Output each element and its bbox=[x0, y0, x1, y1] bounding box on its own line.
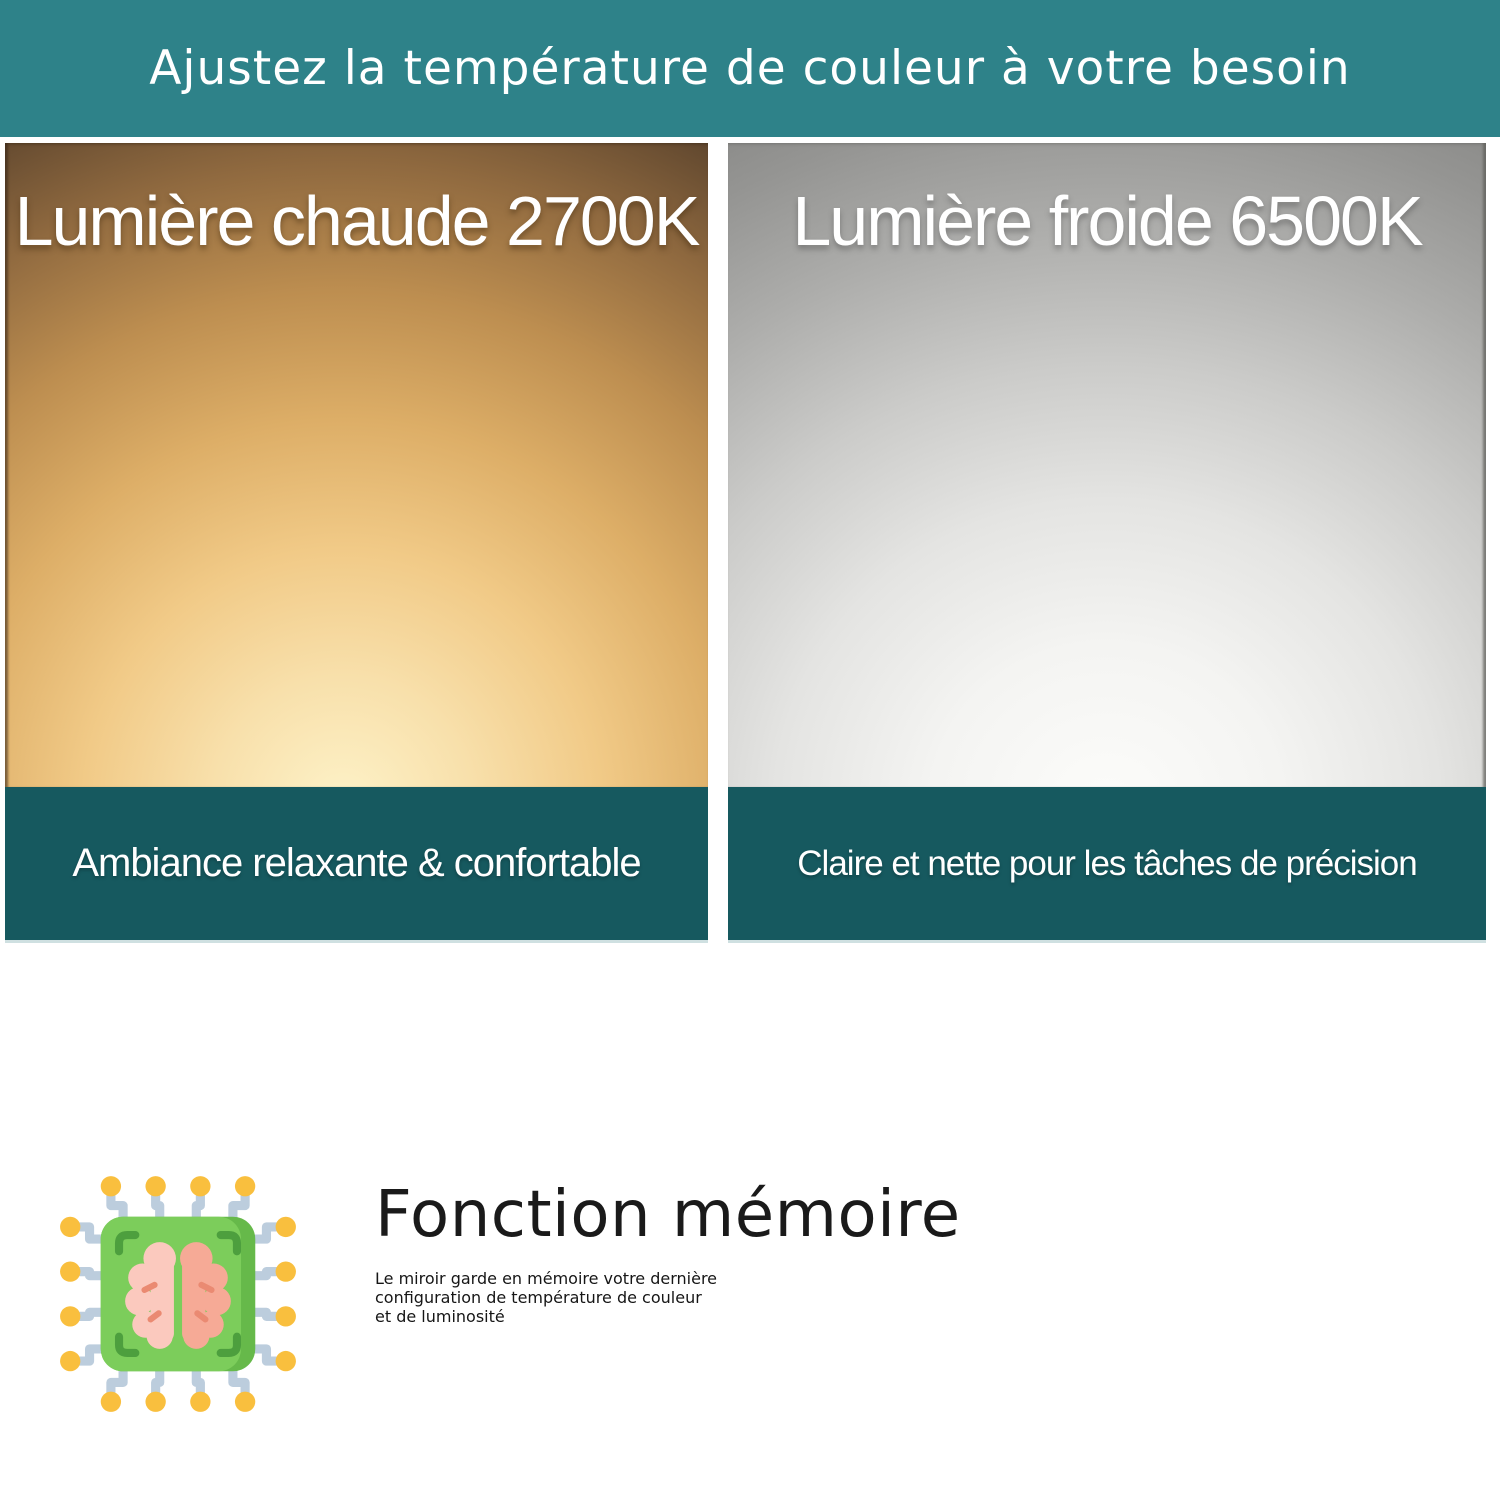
cool-caption: Claire et nette pour les tâches de précision bbox=[797, 843, 1417, 883]
header-banner bbox=[0, 0, 1500, 137]
warm-light-panel bbox=[5, 143, 708, 787]
brain-chip-icon bbox=[56, 1172, 300, 1416]
warm-caption-strip bbox=[5, 787, 708, 943]
warm-caption: Ambiance relaxante & confortable bbox=[72, 841, 641, 885]
warm-panel-title: Lumière chaude 2700K bbox=[14, 182, 699, 260]
memory-description-line: configuration de température de couleur bbox=[375, 1288, 702, 1308]
cool-light-panel bbox=[728, 143, 1486, 787]
banner-title: Ajustez la température de couleur à votre besoin bbox=[149, 41, 1351, 96]
cool-panel-title: Lumière froide 6500K bbox=[792, 182, 1422, 260]
cool-caption-strip bbox=[728, 787, 1486, 943]
memory-heading: Fonction mémoire bbox=[375, 1178, 961, 1252]
memory-feature-section bbox=[375, 1178, 1375, 1342]
memory-description-line: et de luminosité bbox=[375, 1307, 505, 1327]
memory-description-line: Le miroir garde en mémoire votre dernière bbox=[375, 1269, 718, 1289]
